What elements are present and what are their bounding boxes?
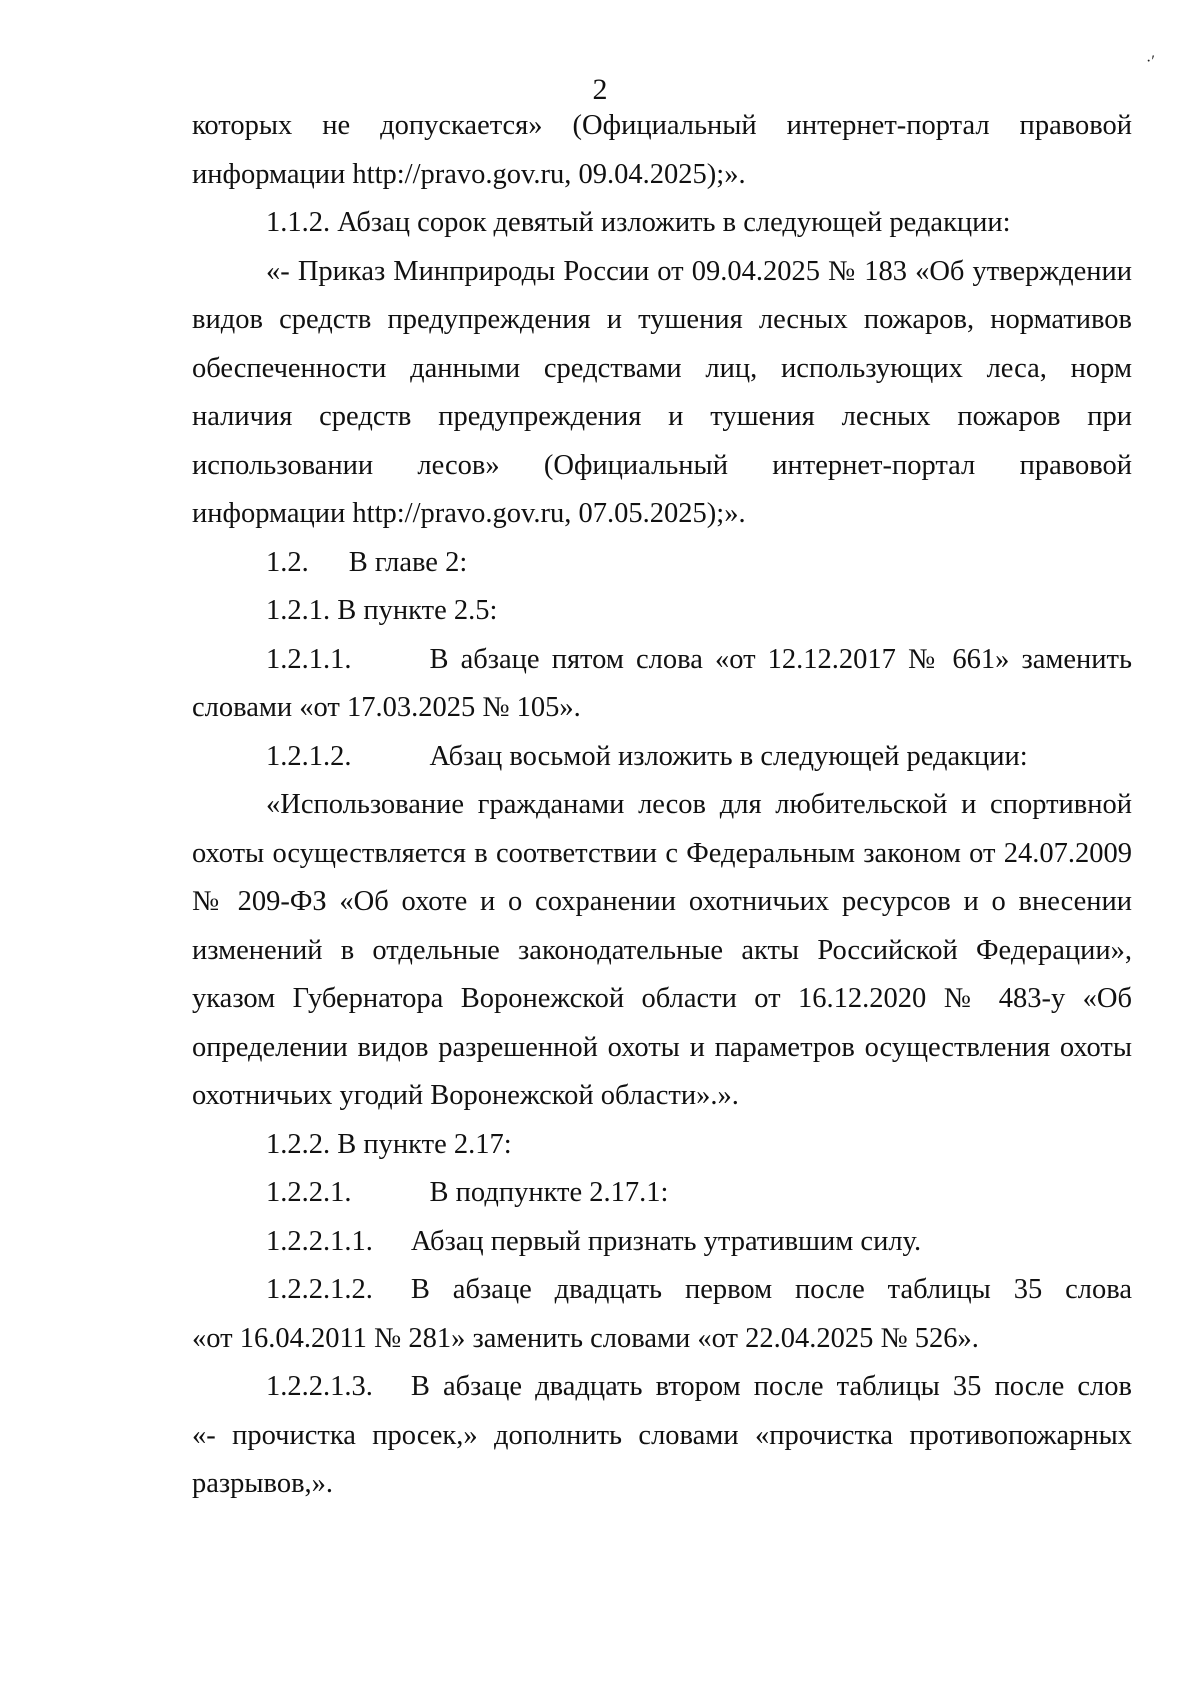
paragraph-line: разрывов,». (192, 1468, 334, 1499)
paragraph-line: охотничьих угодий Воронежской области».». (192, 1080, 739, 1111)
paragraph-line: «- Приказ Минприроды России от 09.04.2025 № 183 «Об утверждении (266, 255, 1132, 287)
item-number: 1.2.2.1. (266, 1177, 352, 1208)
paragraph-heading (192, 733, 1132, 782)
item-number: 1.2.1.1. (266, 643, 352, 675)
paragraph-line: видов средств предупреждения и тушения лесных пожаров, нормативов (192, 304, 1132, 335)
item-text: В абзаце двадцать первом после таблицы 35 слова (410, 1274, 1132, 1305)
paragraph-line: использовании лесов» (Официальный интернет-портал правовой (192, 449, 1132, 481)
paragraph-line: изменений в отдельные законодательные акты Российской Федерации», (192, 934, 1132, 966)
paragraph-line (192, 1266, 1132, 1315)
item-number: 1.2. (266, 546, 309, 578)
item-number: 1.2.2.1.1. (266, 1225, 373, 1257)
paragraph-line: «- прочистка просек,» дополнить словами «прочистка противопожарных (192, 1419, 1132, 1451)
paragraph-heading (192, 539, 1132, 588)
item-number: 1.2.2.1.3. (266, 1371, 373, 1402)
paragraph-line: наличия средств предупреждения и тушения лесных пожаров при (192, 401, 1132, 432)
paragraph-line: охоты осуществляется в соответствии с Федеральным законом от 24.07.2009 (192, 837, 1132, 869)
item-text: В подпункте 2.17.1: (429, 1177, 669, 1208)
item-text: В абзаце двадцать втором после таблицы 35 после слов (410, 1371, 1132, 1402)
paragraph-line: определении видов разрешенной охоты и параметров осуществления охоты (192, 1031, 1132, 1063)
document-body (192, 102, 1132, 1509)
paragraph-heading (192, 1169, 1132, 1218)
corner-mark: ·′ (1146, 53, 1155, 70)
paragraph-line: указом Губернатора Воронежской области от 16.12.2020 № 483-у «Об (192, 983, 1132, 1014)
paragraph-line: обеспеченности данными средствами лиц, использующих леса, норм (192, 352, 1132, 384)
page-number: 2 (592, 73, 608, 106)
paragraph-line: которых не допускается» (Официальный интернет-портал правовой (192, 110, 1132, 141)
paragraph-line: «от 16.04.2011 № 281» заменить словами «от 22.04.2025 № 526». (192, 1322, 979, 1354)
item-number: 1.2.1.2. (266, 740, 352, 772)
paragraph-line: «Использование гражданами лесов для любительской и спортивной (266, 789, 1132, 820)
item-text: В главе 2: (348, 546, 468, 578)
paragraph-heading: 1.2.1. В пункте 2.5: (266, 595, 498, 626)
paragraph-line (192, 636, 1132, 685)
item-number: 1.2.2.1.2. (266, 1274, 373, 1305)
paragraph-heading: 1.1.2. Абзац сорок девятый изложить в следующей редакции: (266, 207, 1011, 238)
paragraph-line (192, 1363, 1132, 1412)
paragraph-heading: 1.2.2. В пункте 2.17: (266, 1128, 512, 1160)
item-text: Абзац первый признать утратившим силу. (410, 1225, 922, 1257)
paragraph-line: информации http://pravo.gov.ru, 09.04.2025);». (192, 158, 746, 190)
paragraph-heading (192, 1218, 1132, 1267)
item-text: Абзац восьмой изложить в следующей редакции: (429, 740, 1028, 772)
item-text: В абзаце пятом слова «от 12.12.2017 № 661» заменить (429, 643, 1132, 675)
paragraph-line: информации http://pravo.gov.ru, 07.05.2025);». (192, 498, 746, 529)
paragraph-line: словами «от 17.03.2025 № 105». (192, 692, 581, 723)
paragraph-line: № 209-ФЗ «Об охоте и о сохранении охотничьих ресурсов и о внесении (192, 886, 1132, 917)
